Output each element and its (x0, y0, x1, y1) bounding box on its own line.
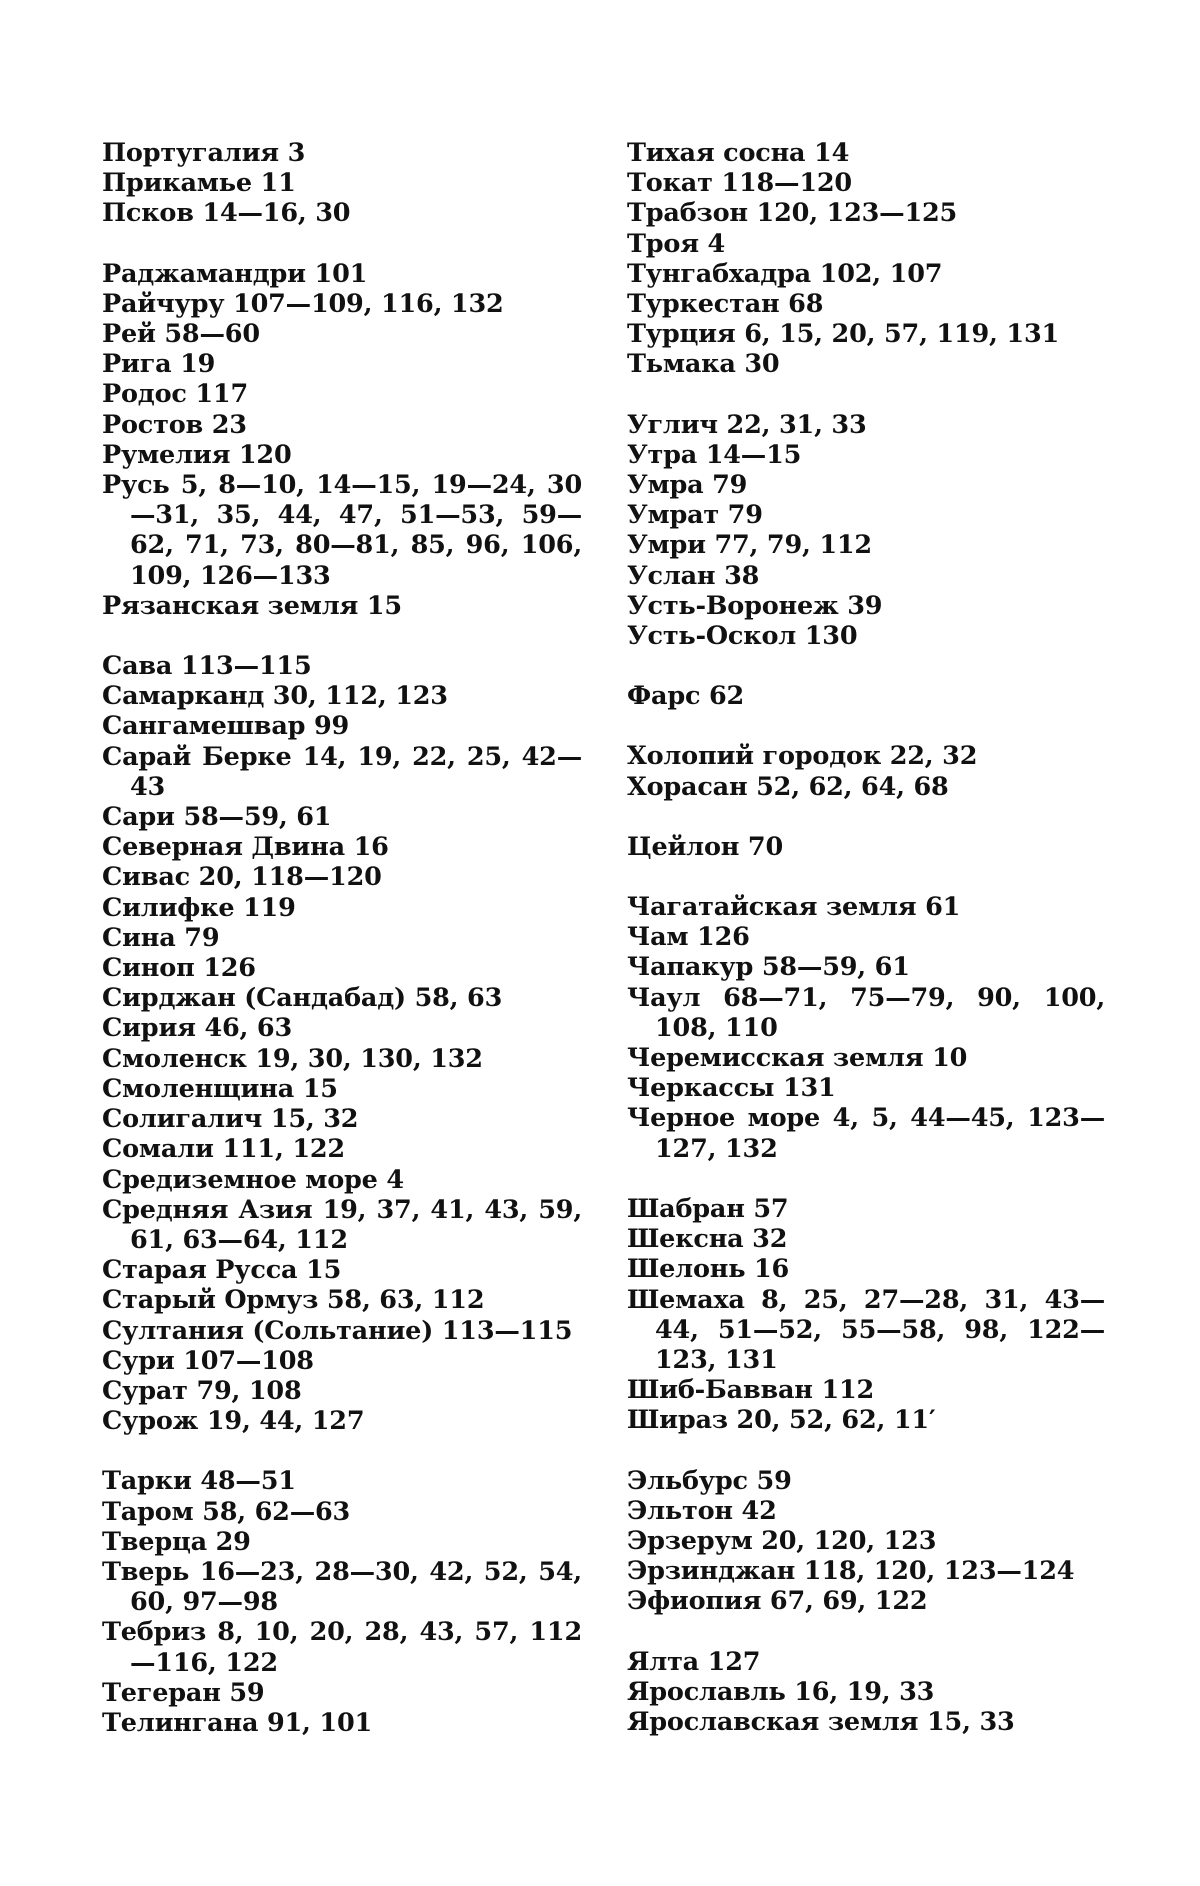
index-entry: Таром 58, 62—63 (102, 1496, 351, 1527)
index-entry: Шабран 57 (627, 1193, 789, 1224)
index-entry: Чаул 68—71, 75—79, 90, 100, 108, 110 (627, 982, 1105, 1043)
index-entry: Сурож 19, 44, 127 (102, 1406, 365, 1437)
index-entry: Прикамье 11 (102, 168, 296, 199)
index-entry: Умри 77, 79, 112 (627, 530, 872, 561)
index-entry: Умрат 79 (627, 500, 763, 531)
index-entry: Сирджан (Сандабад) 58, 63 (102, 983, 503, 1014)
index-entry: Ярославская земля 15, 33 (627, 1706, 1015, 1737)
index-entry: Чапакур 58—59, 61 (627, 952, 910, 983)
index-entry: Туркестан 68 (627, 289, 824, 320)
index-entry: Услан 38 (627, 560, 760, 591)
index-entry: Румелия 120 (102, 439, 292, 470)
index-entry: Старая Русса 15 (102, 1255, 342, 1286)
index-entry: Шемаха 8, 25, 27—28, 31, 43—44, 51—52, 55—58, 98, 122—123, 131 (627, 1284, 1105, 1375)
index-entry: Тверь 16—23, 28—30, 42, 52, 54, 60, 97—98 (102, 1556, 582, 1618)
index-letter-group (627, 681, 1105, 711)
index-entry: Средняя Азия 19, 37, 41, 43, 59, 61, 63—64, 112 (102, 1194, 582, 1255)
index-entry: Черемисская земля 10 (627, 1043, 968, 1074)
index-letter-group (627, 832, 1105, 862)
index-entry: Шиб-Бавван 112 (627, 1375, 875, 1406)
index-entry: Черное море 4, 5, 44—45, 123—127, 132 (627, 1103, 1105, 1164)
index-entry: Ростов 23 (102, 409, 247, 440)
index-entry: Телингана 91, 101 (102, 1707, 373, 1738)
index-letter-group (102, 651, 582, 1436)
index-letter-group (627, 1466, 1105, 1617)
index-entry: Средиземное море 4 (102, 1164, 404, 1195)
index-entry: Умра 79 (627, 470, 748, 501)
index-entry: Сирия 46, 63 (102, 1013, 292, 1044)
index-entry: Сина 79 (102, 922, 220, 953)
index-entry: Солигалич 15, 32 (102, 1104, 359, 1135)
index-entry: Сивас 20, 118—120 (102, 862, 382, 893)
index-entry: Синоп 126 (102, 953, 256, 984)
index-entry: Эрзерум 20, 120, 123 (627, 1525, 937, 1556)
index-entry: Углич 22, 31, 33 (627, 409, 867, 440)
index-entry: Сурат 79, 108 (102, 1375, 302, 1406)
index-letter-group (627, 1647, 1105, 1738)
index-entry: Родос 117 (102, 379, 249, 410)
index-letter-group (102, 259, 582, 621)
index-letter-group (627, 892, 1105, 1164)
index-entry: Северная Двина 16 (102, 832, 389, 863)
index-entry: Эльбурс 59 (627, 1465, 792, 1496)
index-entry: Султания (Сольтание) 113—115 (102, 1315, 573, 1346)
index-entry: Утра 14—15 (627, 439, 802, 470)
index-entry: Усть-Воронеж 39 (627, 590, 883, 621)
index-entry: Псков 14—16, 30 (102, 198, 351, 229)
index-entry: Сангамешвар 99 (102, 711, 350, 742)
index-entry: Сомали 111, 122 (102, 1134, 345, 1165)
index-entry: Эрзинджан 118, 120, 123—124 (627, 1556, 1075, 1587)
index-entry: Тунгабхадра 102, 107 (627, 258, 943, 289)
index-letter-group (627, 138, 1105, 380)
index-entry: Ялта 127 (627, 1646, 761, 1677)
index-entry: Сари 58—59, 61 (102, 802, 332, 833)
index-entry: Рига 19 (102, 349, 216, 380)
index-entry: Рязанская земля 15 (102, 590, 402, 621)
index-letter-group (102, 1466, 582, 1738)
index-entry: Тебриз 8, 10, 20, 28, 43, 57, 112—116, 122 (102, 1617, 582, 1678)
index-entry: Смоленск 19, 30, 130, 132 (102, 1043, 483, 1074)
index-entry: Сури 107—108 (102, 1345, 314, 1376)
index-entry: Тихая сосна 14 (627, 138, 850, 168)
index-entry: Сава 113—115 (102, 651, 312, 682)
index-entry: Рей 58—60 (102, 319, 260, 350)
index-entry: Смоленщина 15 (102, 1073, 338, 1104)
index-entry: Шелонь 16 (627, 1254, 790, 1285)
index-entry: Тьмака 30 (627, 349, 780, 380)
index-entry: Усть-Оскол 130 (627, 621, 858, 652)
index-entry: Тарки 48—51 (102, 1466, 296, 1497)
index-entry: Тегеран 59 (102, 1677, 265, 1708)
index-letter-group (627, 1194, 1105, 1436)
index-letter-group (627, 410, 1105, 652)
index-entry: Шираз 20, 52, 62, 11′ (627, 1405, 936, 1436)
index-entry: Шексна 32 (627, 1224, 788, 1255)
index-entry: Сарай Берке 14, 19, 22, 25, 42—43 (102, 741, 582, 802)
index-entry: Цейлон 70 (627, 831, 783, 862)
index-entry: Самарканд 30, 112, 123 (102, 681, 448, 712)
index-entry: Трабзон 120, 123—125 (627, 198, 958, 229)
index-entry: Токат 118—120 (627, 168, 852, 199)
index-entry: Хорасан 52, 62, 64, 68 (627, 771, 949, 802)
index-entry: Португалия 3 (102, 138, 306, 168)
index-entry: Холопий городок 22, 32 (627, 741, 978, 772)
right-index-column (627, 138, 1105, 1767)
index-entry: Силифке 119 (102, 892, 296, 923)
index-entry: Фарс 62 (627, 681, 745, 712)
index-entry: Старый Ормуз 58, 63, 112 (102, 1285, 485, 1316)
index-entry: Чагатайская земля 61 (627, 892, 961, 923)
index-entry: Троя 4 (627, 228, 726, 259)
index-entry: Ярославль 16, 19, 33 (627, 1676, 935, 1707)
index-entry: Раджамандри 101 (102, 258, 368, 289)
index-entry: Чам 126 (627, 922, 750, 953)
index-entry: Тверца 29 (102, 1526, 251, 1557)
index-entry: Черкассы 131 (627, 1073, 836, 1104)
index-entry: Турция 6, 15, 20, 57, 119, 131 (627, 319, 1060, 350)
index-entry: Русь 5, 8—10, 14—15, 19—24, 30—31, 35, 44, 47, 51—53, 59—62, 71, 73, 80—81, 85, 96, 106, 109, 126—133 (102, 470, 582, 591)
index-letter-group (627, 741, 1105, 801)
index-letter-group (102, 138, 582, 229)
left-index-column (102, 138, 582, 1768)
index-entry: Райчуру 107—109, 116, 132 (102, 288, 504, 319)
index-entry: Эльтон 42 (627, 1495, 777, 1526)
index-entry: Эфиопия 67, 69, 122 (627, 1586, 928, 1617)
